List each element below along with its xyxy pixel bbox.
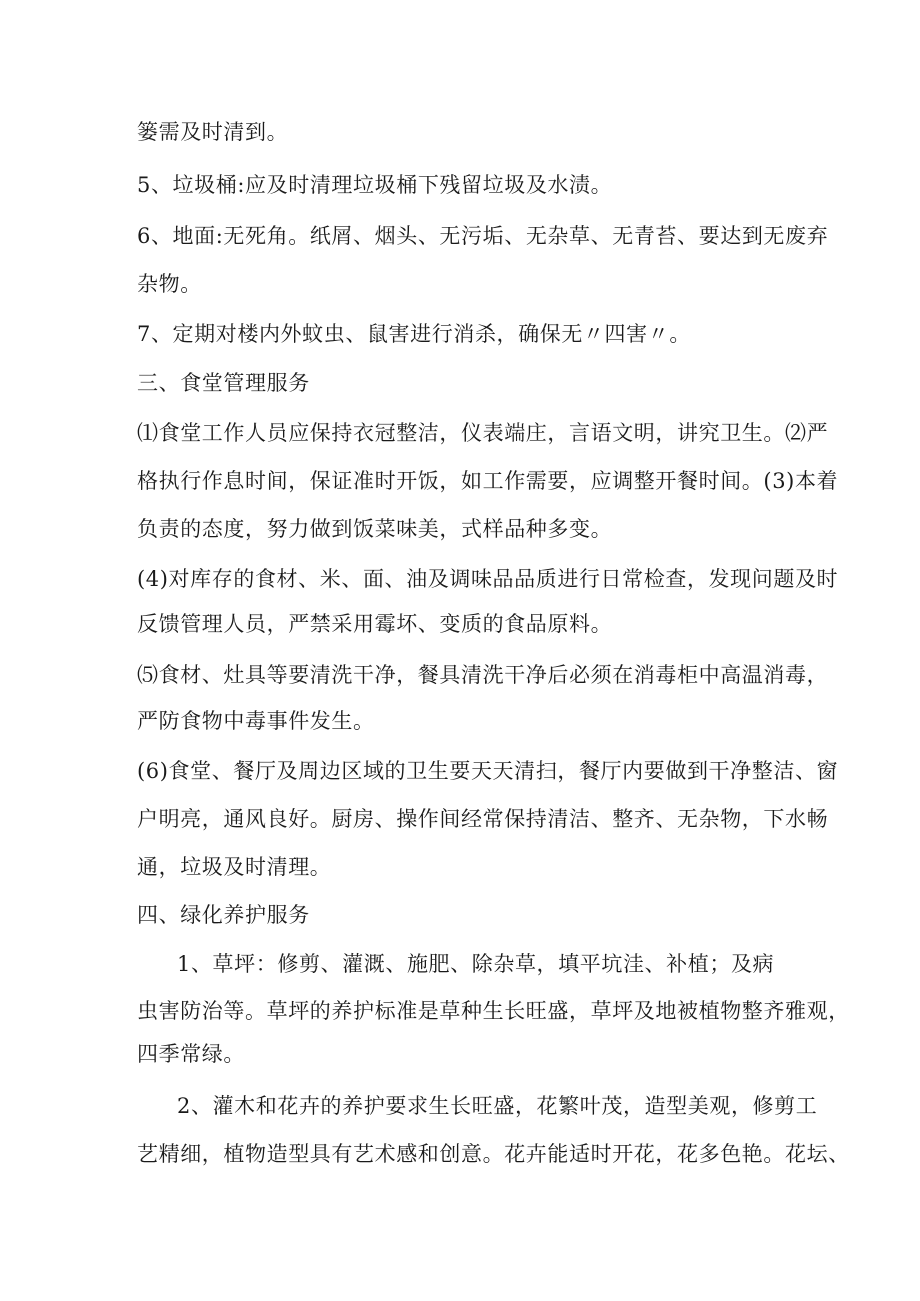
- text-line-12: ⑸食材、灶具等要清洗干净，餐具清洗干净后必须在消毒柜中高温消毒，: [137, 663, 829, 687]
- section-heading-greening: 四、绿化养护服务: [137, 903, 310, 927]
- text-line-22: 艺精细，植物造型具有艺术感和创意。花卉能适时开花，花多色艳。花坛、: [137, 1142, 850, 1166]
- text-line-11: 反馈管理人员，严禁采用霉坏、变质的食品原料。: [137, 612, 613, 636]
- section-heading-canteen: 三、食堂管理服务: [137, 371, 310, 395]
- text-line-9: 负责的态度，努力做到饭菜味美，式样品种多变。: [137, 517, 613, 541]
- text-line-8: 格执行作息时间，保证准时开饭，如工作需要，应调整开餐时间。(3)本着: [137, 469, 839, 493]
- text-line-1: 篓需及时清到。: [137, 120, 289, 144]
- text-line-3: 6、地面:无死角。纸屑、烟头、无污垢、无杂草、无青苔、要达到无废弃: [137, 224, 829, 248]
- text-line-14: (6)食堂、餐厅及周边区域的卫生要天天清扫，餐厅内要做到干净整洁、窗: [137, 759, 839, 783]
- text-line-21: 2、灌木和花卉的养护要求生长旺盛，花繁叶茂，造型美观，修剪工: [177, 1094, 818, 1118]
- text-line-16: 通，垃圾及时清理。: [137, 855, 332, 879]
- text-line-15: 户明亮，通风良好。厨房、操作间经常保持清洁、整齐、无杂物，下水畅: [137, 807, 829, 831]
- text-line-20: 四季常绿。: [137, 1042, 245, 1066]
- text-line-10: (4)对库存的食材、米、面、油及调味品品质进行日常检查，发现问题及时: [137, 567, 839, 591]
- text-line-18: 1、草坪：修剪、灌溉、施肥、除杂草，填平坑洼、补植；及病: [177, 952, 775, 976]
- text-line-13: 严防食物中毒事件发生。: [137, 709, 375, 733]
- text-line-7: ⑴食堂工作人员应保持衣冠整洁，仪表端庄，言语文明，讲究卫生。⑵严: [137, 421, 829, 445]
- text-line-19: 虫害防治等。草坪的养护标准是草种生长旺盛，草坪及地被植物整齐雅观，: [137, 999, 850, 1023]
- text-line-5: 7、定期对楼内外蚊虫、鼠害进行消杀，确保无〃四害〃。: [137, 322, 691, 346]
- text-line-4: 杂物。: [137, 272, 202, 296]
- text-line-2: 5、垃圾桶:应及时清理垃圾桶下残留垃圾及水渍。: [137, 173, 613, 197]
